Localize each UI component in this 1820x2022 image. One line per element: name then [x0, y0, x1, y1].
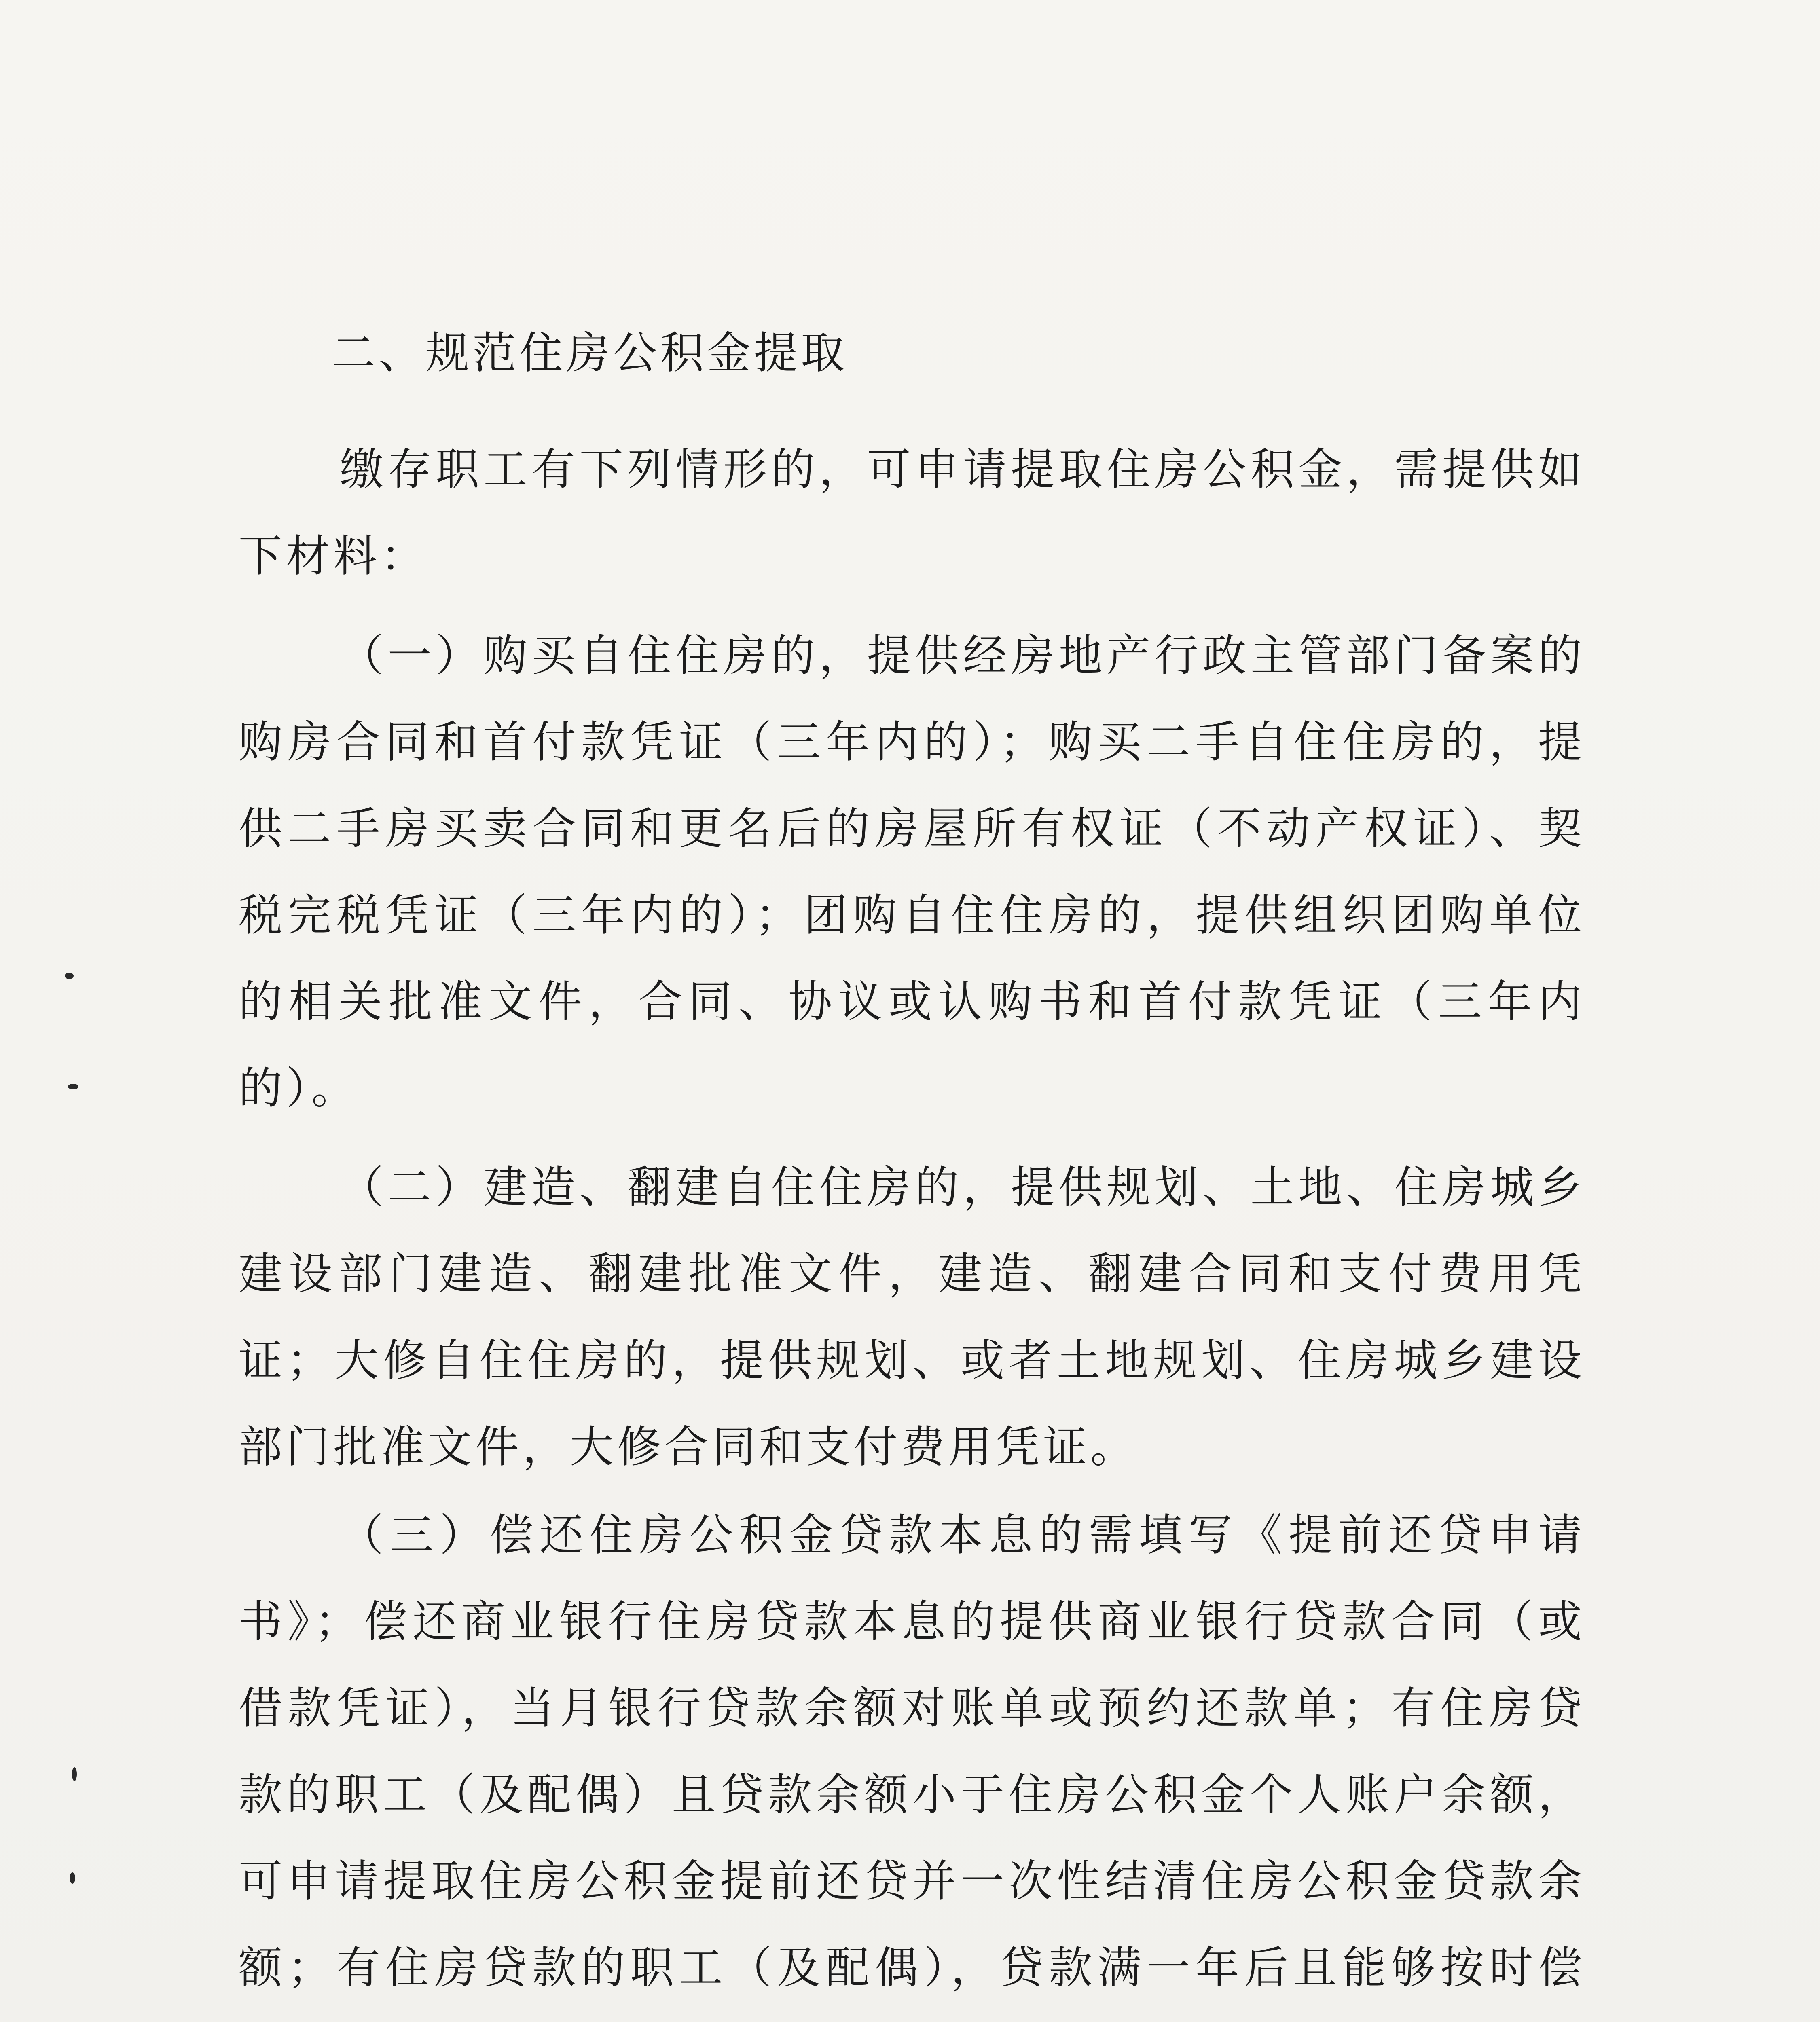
section-heading: 二、规范住房公积金提取	[332, 328, 848, 379]
intro-paragraph: 缴存职工有下列情形的，可申请提取住房公积金，需提供如下材料：	[239, 444, 1585, 582]
binding-mark	[68, 1084, 78, 1089]
item-three-paragraph: （三）偿还住房公积金贷款本息的需填写《提前还贷申请书》；偿还商业银行住房贷款本息的提供商业银行贷款合同（或借款凭证），当月银行贷款余额对账单或预约还款单；有住房贷款的职工（及配偶）且贷款余额小于住房公积金个人账户余额，可申请提取住房公积金提前还贷并一次性结清住房公积金贷款余额；有住房贷款的职工（及配偶），贷款满一年后且能够按时偿	[239, 1510, 1585, 1993]
binding-mark	[70, 1872, 75, 1884]
binding-mark	[65, 973, 74, 979]
item-two-paragraph: （二）建造、翻建自住住房的，提供规划、土地、住房城乡建设部门建造、翻建批准文件，建造、翻建合同和支付费用凭证；大修自住住房的，提供规划、或者土地规划、住房城乡建设部门批准文件，大修合同和支付费用凭证。	[239, 1162, 1585, 1472]
binding-mark	[72, 1767, 77, 1781]
item-one-paragraph: （一）购买自住住房的，提供经房地产行政主管部门备案的购房合同和首付款凭证（三年内的）；购买二手自住住房的，提供二手房买卖合同和更名后的房屋所有权证（不动产权证）、契税完税凭证（三年内的）；团购自住住房的，提供组织团购单位的相关批准文件，合同、协议或认购书和首付款凭证（三年内的）。	[239, 630, 1585, 1114]
